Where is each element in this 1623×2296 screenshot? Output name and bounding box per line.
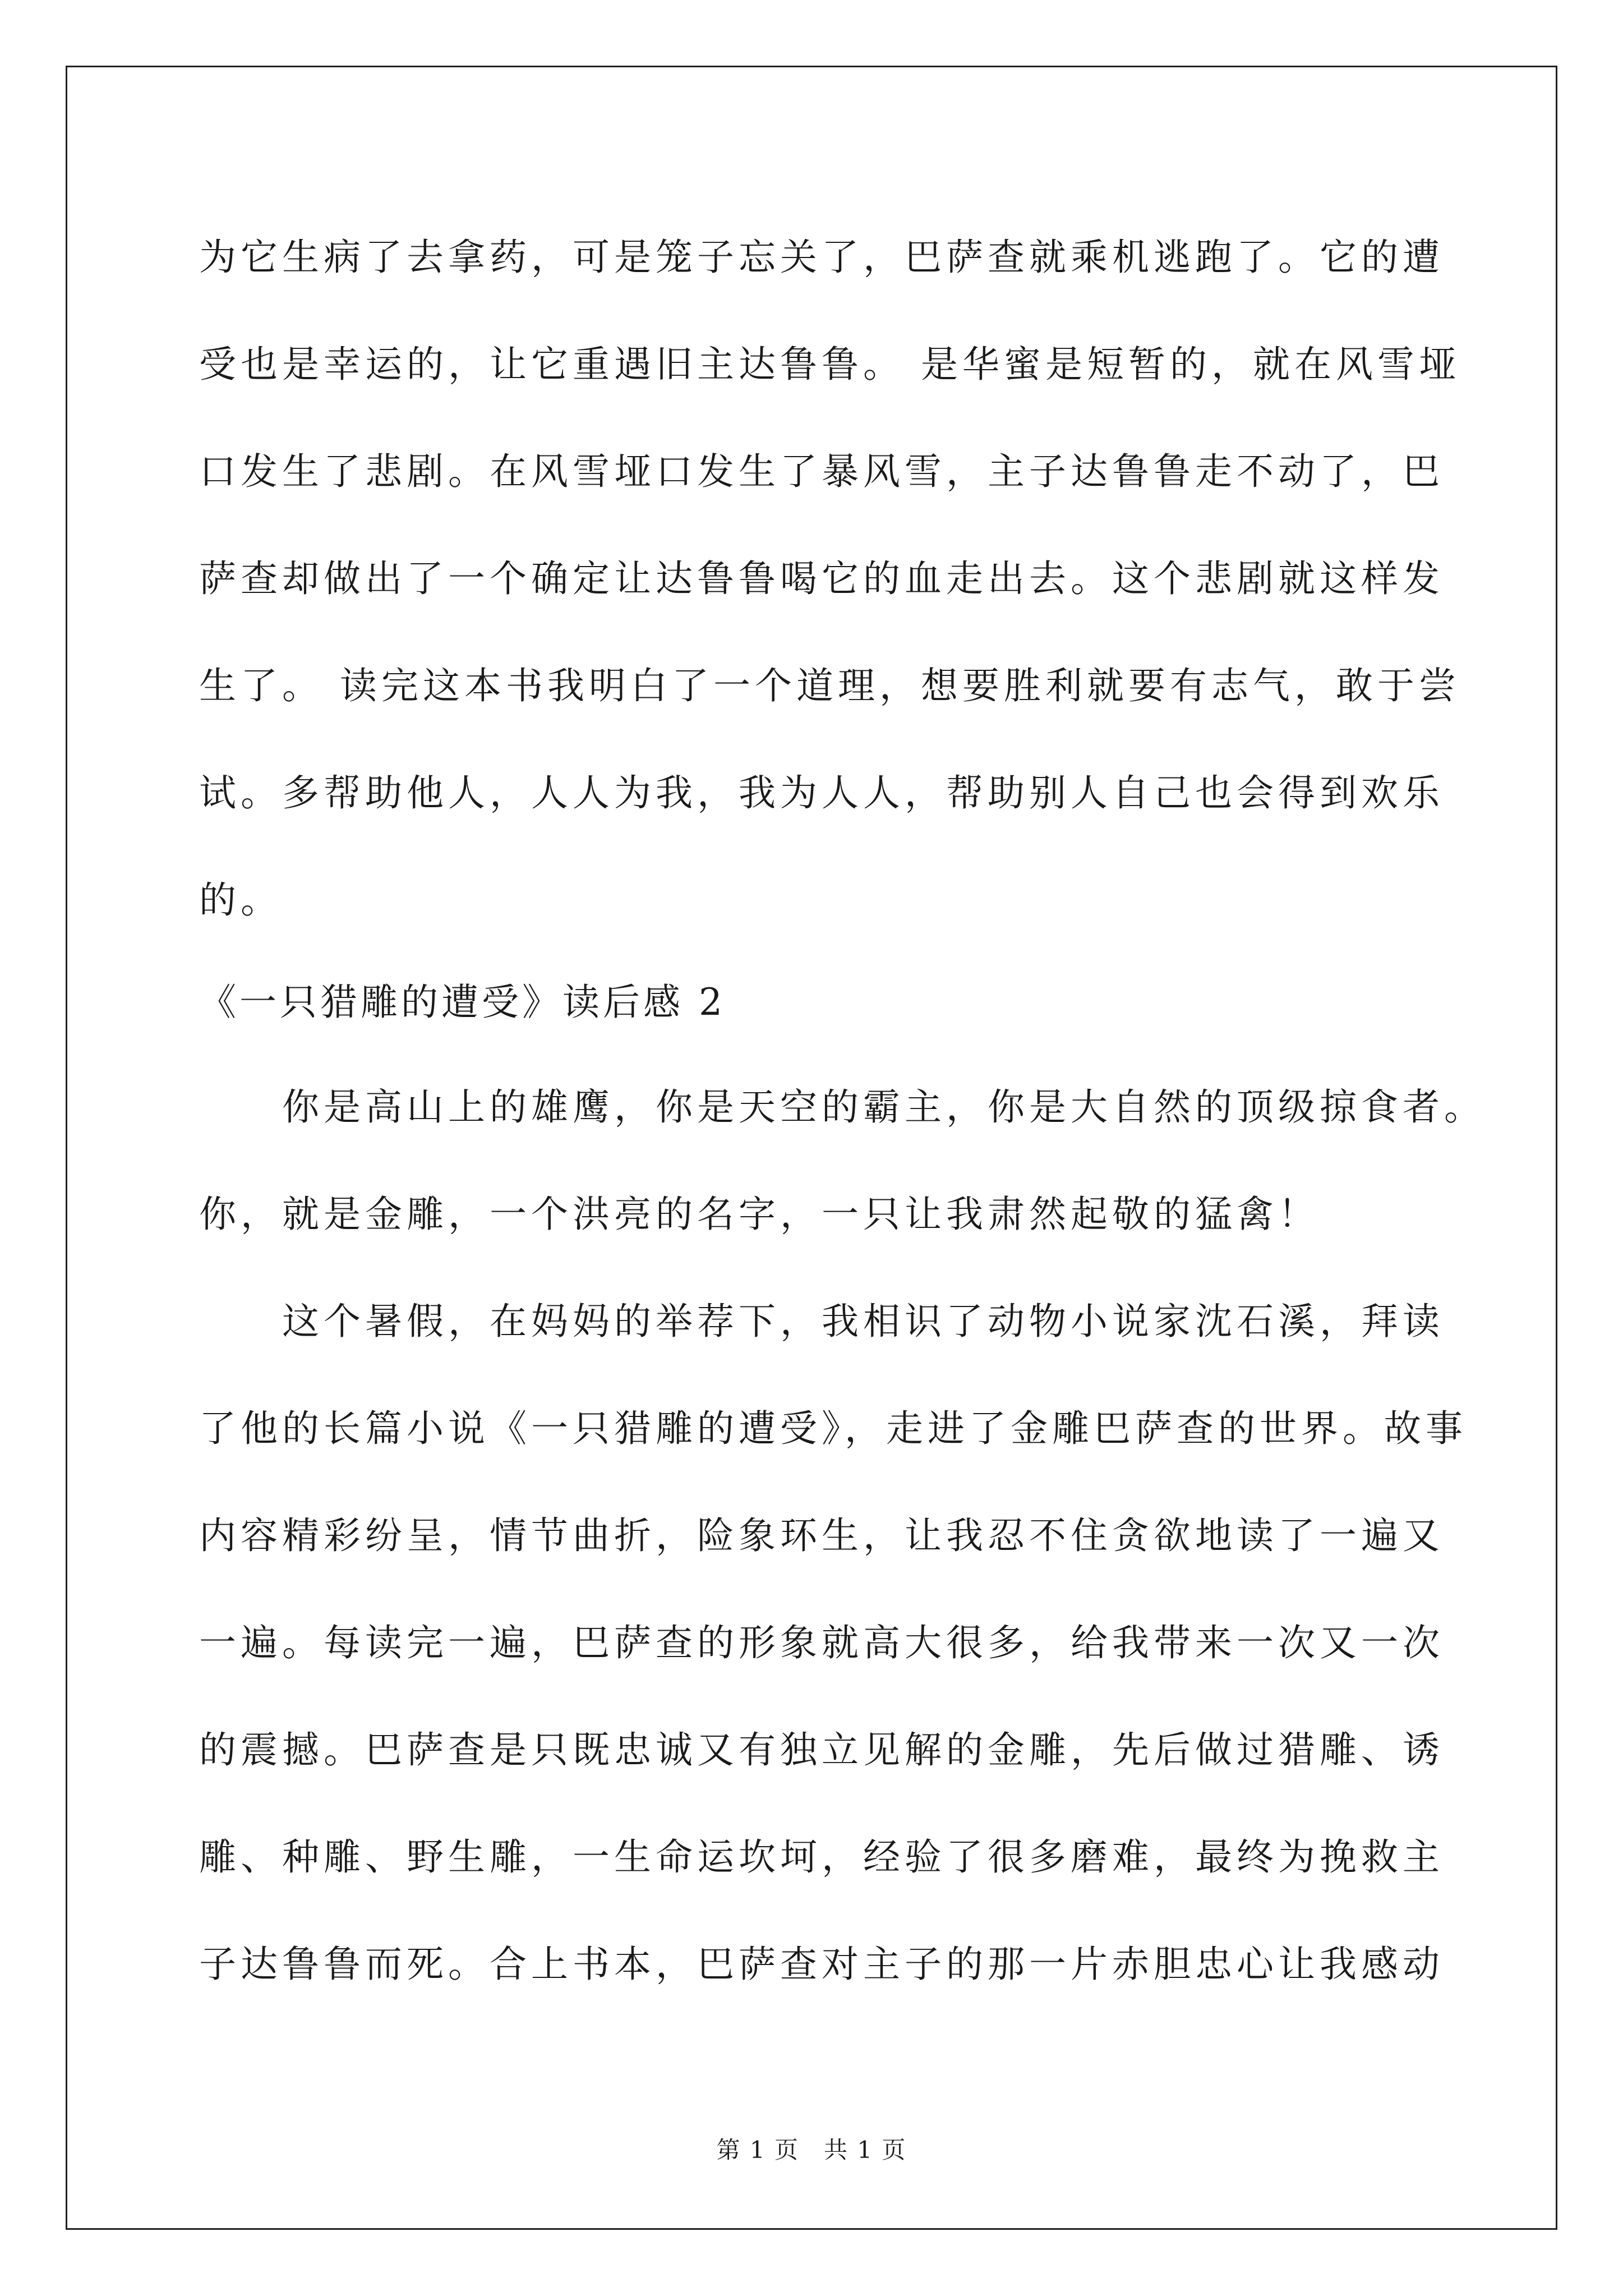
- text-line: 了他的长篇小说《一只猎雕的遭受》，走进了金雕巴萨查的世界。故事: [199, 1407, 1467, 1450]
- section-heading: 《一只猎雕的遭受》读后感 2: [199, 981, 726, 1024]
- text-line: 萨查却做出了一个确定让达鲁鲁喝它的血走出去。这个悲剧就这样发: [199, 557, 1444, 600]
- text-line: 生了。 读完这本书我明白了一个道理，想要胜利就要有志气，敢于尝: [199, 664, 1460, 707]
- text-line: 这个暑假，在妈妈的举荐下，我相识了动物小说家沈石溪，拜读: [282, 1300, 1444, 1343]
- text-line: 的。: [199, 878, 282, 922]
- text-line: 试。多帮助他人，人人为我，我为人人，帮助别人自己也会得到欢乐: [199, 771, 1444, 815]
- text-line: 雕、种雕、野生雕，一生命运坎坷，经验了很多磨难，最终为挽救主: [199, 1835, 1444, 1879]
- text-line: 的震撼。巴萨查是只既忠诚又有独立见解的金雕，先后做过猎雕、诱: [199, 1728, 1444, 1772]
- text-line: 一遍。每读完一遍，巴萨查的形象就高大很多，给我带来一次又一次: [199, 1621, 1444, 1664]
- text-line: 为它生病了去拿药，可是笼子忘关了，巴萨查就乘机逃跑了。它的遭: [199, 236, 1444, 279]
- text-line: 口发生了悲剧。在风雪垭口发生了暴风雪，主子达鲁鲁走不动了，巴: [199, 450, 1444, 493]
- page-footer: 第 1 页 共 1 页: [716, 2136, 907, 2164]
- text-line: 受也是幸运的，让它重遇旧主达鲁鲁。 是华蜜是短暂的，就在风雪垭: [199, 343, 1460, 386]
- text-line: 你是高山上的雄鹰，你是天空的霸主，你是大自然的顶级掠食者。: [282, 1085, 1486, 1129]
- text-line: 你，就是金雕，一个洪亮的名字，一只让我肃然起敬的猛禽！: [199, 1193, 1320, 1236]
- text-line: 子达鲁鲁而死。合上书本，巴萨查对主子的那一片赤胆忠心让我感动: [199, 1943, 1444, 1986]
- page-border: [66, 66, 1557, 2230]
- text-line: 内容精彩纷呈，情节曲折，险象环生，让我忍不住贪欲地读了一遍又: [199, 1514, 1444, 1557]
